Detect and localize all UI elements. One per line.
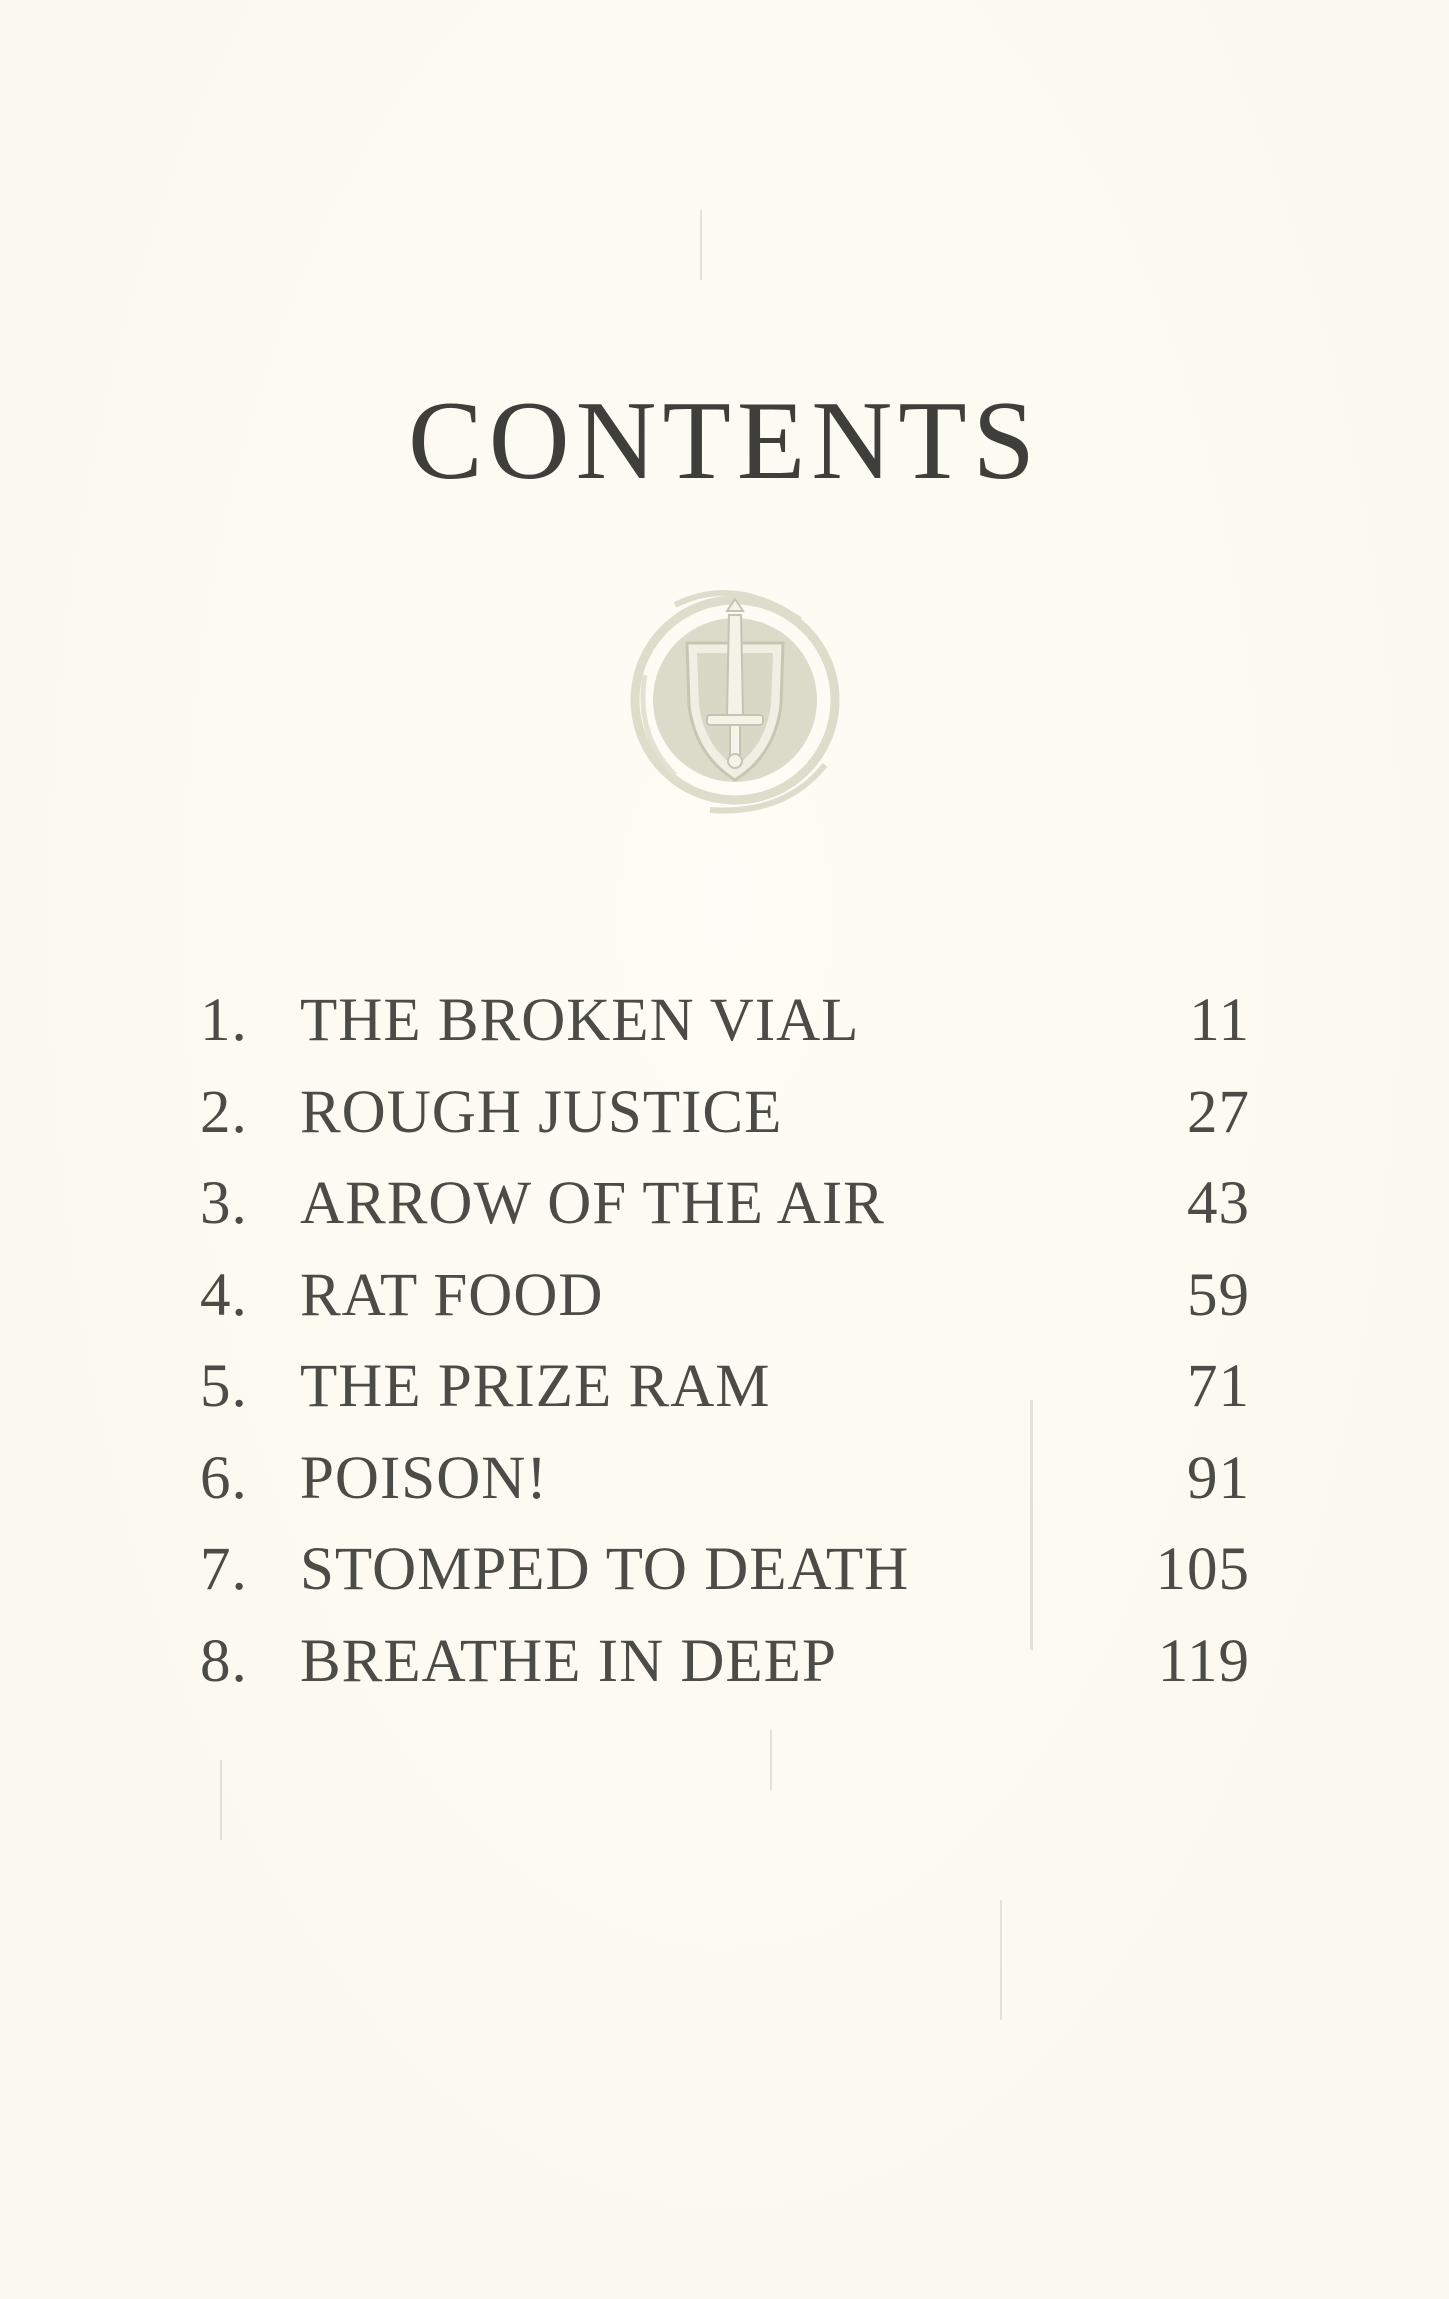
chapter-title: ROUGH JUSTICE: [300, 1078, 783, 1146]
chapter-page: 91: [1187, 1444, 1250, 1512]
toc-entry-3[interactable]: [200, 1158, 1260, 1250]
chapter-number: 1.: [200, 987, 248, 1054]
chapter-title: POISON!: [300, 1444, 548, 1512]
chapter-number: 4.: [200, 1261, 248, 1329]
chapter-number: 2.: [200, 1078, 248, 1146]
chapter-number: 5.: [200, 1353, 248, 1420]
scan-speck: [700, 210, 702, 280]
chapter-number: 3.: [200, 1170, 248, 1237]
chapter-title: STOMPED TO DEATH: [300, 1536, 910, 1603]
toc-entry-4[interactable]: [200, 1250, 1260, 1342]
toc-entry-8[interactable]: [200, 1616, 1260, 1708]
chapter-number: 8.: [200, 1627, 248, 1695]
chapter-title: THE BROKEN VIAL: [300, 987, 860, 1054]
page-title: CONTENTS: [408, 379, 1041, 503]
shield-sword-emblem-icon: [615, 565, 855, 825]
chapter-page: 11: [1189, 987, 1250, 1054]
chapter-title: THE PRIZE RAM: [300, 1353, 771, 1420]
chapter-number: 7.: [200, 1536, 248, 1603]
chapter-page: 59: [1187, 1261, 1250, 1329]
toc-entry-6[interactable]: [200, 1433, 1260, 1525]
toc-entry-1[interactable]: [200, 975, 1260, 1067]
chapter-title: RAT FOOD: [300, 1261, 604, 1329]
scan-speck: [220, 1760, 222, 1840]
toc-entry-5[interactable]: [200, 1341, 1260, 1433]
toc-entry-2[interactable]: [200, 1067, 1260, 1159]
chapter-title: ARROW OF THE AIR: [300, 1170, 885, 1237]
table-of-contents: [200, 975, 1260, 1707]
chapter-title: BREATHE IN DEEP: [300, 1627, 837, 1695]
scan-speck: [770, 1730, 772, 1790]
chapter-page: 105: [1155, 1536, 1250, 1603]
toc-entry-7[interactable]: [200, 1524, 1260, 1616]
chapter-page: 43: [1187, 1170, 1250, 1237]
scan-speck: [1000, 1900, 1002, 2020]
chapter-page: 27: [1187, 1078, 1250, 1146]
chapter-number: 6.: [200, 1444, 248, 1512]
chapter-page: 119: [1157, 1627, 1250, 1695]
chapter-page: 71: [1187, 1353, 1250, 1420]
